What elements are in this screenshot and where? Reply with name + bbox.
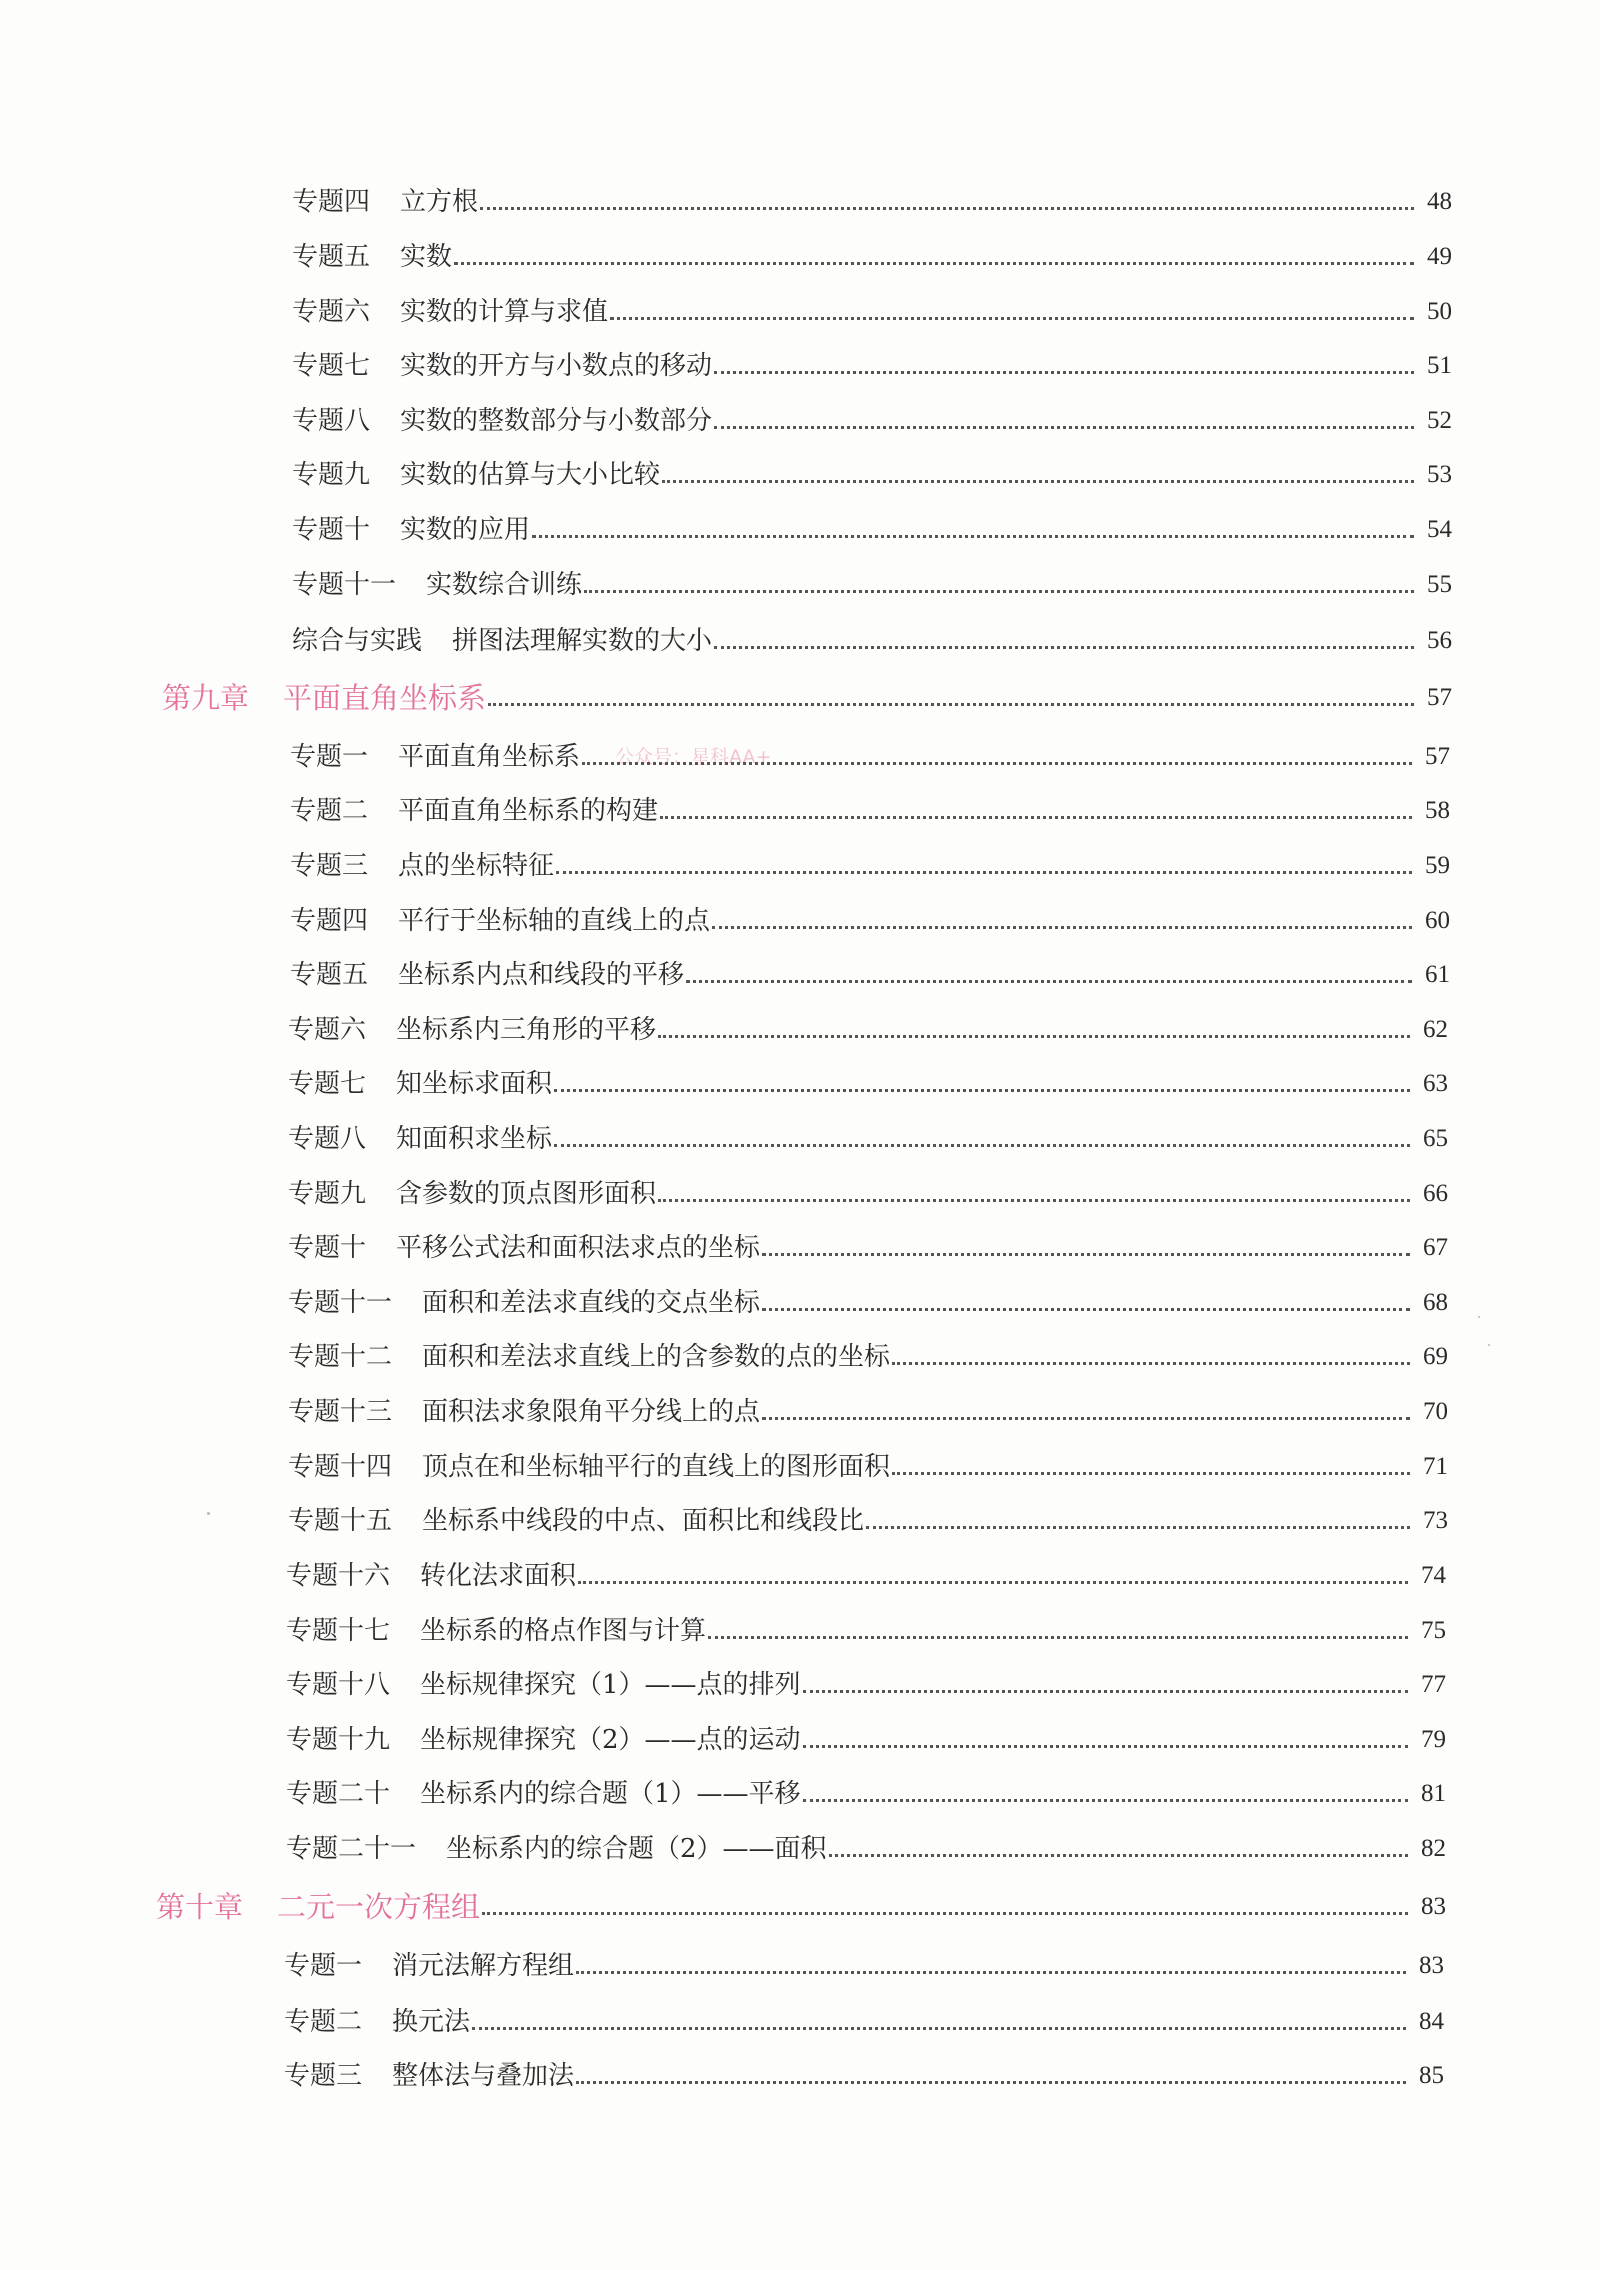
page-number: 82: [1421, 1835, 1446, 1862]
page-number: 60: [1425, 907, 1450, 934]
toc-entry: [284, 2052, 1444, 2092]
page-number: 84: [1419, 2008, 1444, 2035]
topic-title: 知坐标求面积: [396, 1069, 553, 1099]
toc-entry: [288, 1115, 1448, 1155]
page-number: 81: [1421, 1780, 1446, 1807]
dot-leader: [892, 1472, 1410, 1475]
page-number: 67: [1423, 1234, 1448, 1261]
toc-entry: [292, 506, 1452, 546]
topic-title: 知面积求坐标: [396, 1124, 553, 1154]
dot-leader: [576, 1971, 1406, 1974]
topic-title: 面积和差法求直线的交点坐标: [422, 1288, 761, 1318]
page-number: 56: [1427, 627, 1452, 654]
page-number: 71: [1423, 1453, 1448, 1480]
topic-number: 专题五: [292, 242, 371, 272]
topic-number: 综合与实践: [292, 626, 423, 656]
topic-title: 坐标系内的综合题（2）——面积: [446, 1834, 827, 1864]
topic-number: 专题八: [292, 406, 371, 436]
dot-leader: [829, 1854, 1408, 1857]
topic-title: 实数的估算与大小比较: [400, 460, 661, 490]
topic-number: 专题十四: [288, 1452, 393, 1482]
page-number: 68: [1423, 1289, 1448, 1316]
topic-number: 专题八: [288, 1124, 367, 1154]
dot-leader: [803, 1745, 1408, 1748]
topic-title: 整体法与叠加法: [392, 2061, 575, 2091]
dot-leader: [582, 762, 1412, 765]
topic-number: 专题二: [284, 2007, 363, 2037]
topic-title: 实数: [400, 242, 453, 272]
chapter-number: 第九章: [162, 681, 250, 715]
topic-number: 专题十二: [288, 1342, 393, 1372]
topic-title: 坐标系内的综合题（1）——平移: [420, 1779, 801, 1809]
topic-title: 面积和差法求直线上的含参数的点的坐标: [422, 1342, 891, 1372]
topic-number: 专题七: [288, 1069, 367, 1099]
topic-title: 实数综合训练: [426, 570, 583, 600]
dot-leader: [660, 816, 1412, 819]
page-number: 50: [1427, 298, 1452, 325]
topic-number: 专题十九: [286, 1725, 391, 1755]
dot-leader: [576, 2081, 1406, 2084]
topic-number: 专题六: [288, 1015, 367, 1045]
page-number: 63: [1423, 1070, 1448, 1097]
topic-title: 立方根: [400, 187, 479, 217]
topic-number: 专题十: [288, 1233, 367, 1263]
topic-number: 专题二十: [286, 1779, 391, 1809]
toc-entry: [286, 1607, 1446, 1647]
page-number: 59: [1425, 852, 1450, 879]
page-number: 70: [1423, 1398, 1448, 1425]
dot-leader: [554, 1144, 1410, 1147]
toc-entry: [286, 1825, 1446, 1865]
toc-entry: [292, 233, 1452, 273]
toc-entry: [290, 951, 1450, 991]
page-number: 51: [1427, 352, 1452, 379]
toc-entry: [292, 451, 1452, 491]
dot-leader: [762, 1253, 1410, 1256]
chapter-title: 平面直角坐标系: [283, 681, 487, 715]
topic-title: 平面直角坐标系: [398, 742, 581, 772]
page-number: 66: [1423, 1180, 1448, 1207]
toc-entry: [290, 787, 1450, 827]
topic-number: 专题十七: [286, 1616, 391, 1646]
toc-entry: [290, 842, 1450, 882]
topic-number: 专题二: [290, 796, 369, 826]
dot-leader: [803, 1690, 1408, 1693]
page-number: 74: [1421, 1562, 1446, 1589]
page-number: 73: [1423, 1507, 1448, 1534]
page-number: 53: [1427, 461, 1452, 488]
topic-title: 顶点在和坐标轴平行的直线上的图形面积: [422, 1452, 891, 1482]
topic-title: 坐标系内点和线段的平移: [398, 960, 685, 990]
topic-title: 转化法求面积: [420, 1561, 577, 1591]
page-number: 48: [1427, 188, 1452, 215]
toc-entry: [292, 617, 1452, 657]
topic-number: 专题一: [290, 742, 369, 772]
page-number: 83: [1421, 1893, 1446, 1920]
dot-leader: [658, 1199, 1410, 1202]
dot-leader: [762, 1308, 1410, 1311]
topic-number: 专题十三: [288, 1397, 393, 1427]
topic-number: 专题十五: [288, 1506, 393, 1536]
dot-leader: [472, 2027, 1406, 2030]
toc-chapter-entry: [162, 674, 1452, 714]
topic-title: 点的坐标特征: [398, 851, 555, 881]
dot-leader: [658, 1035, 1410, 1038]
topic-number: 专题十一: [288, 1288, 393, 1318]
topic-number: 专题五: [290, 960, 369, 990]
page-number: 57: [1427, 684, 1452, 711]
toc-entry: [292, 288, 1452, 328]
toc-entry: [284, 1998, 1444, 2038]
dot-leader: [803, 1799, 1408, 1802]
page-speck: [1478, 1316, 1480, 1318]
dot-leader: [482, 1912, 1408, 1915]
page-number: 52: [1427, 407, 1452, 434]
toc-entry: [292, 178, 1452, 218]
topic-number: 专题九: [288, 1179, 367, 1209]
topic-title: 坐标规律探究（1）——点的排列: [420, 1670, 801, 1700]
topic-title: 坐标规律探究（2）——点的运动: [420, 1725, 801, 1755]
toc-entry: [288, 1279, 1448, 1319]
toc-entry: [286, 1716, 1446, 1756]
toc-entry: [288, 1170, 1448, 1210]
topic-number: 专题三: [290, 851, 369, 881]
dot-leader: [686, 980, 1412, 983]
topic-title: 含参数的顶点图形面积: [396, 1179, 657, 1209]
toc-entry: [288, 1497, 1448, 1537]
dot-leader: [584, 590, 1414, 593]
dot-leader: [892, 1362, 1410, 1365]
topic-title: 消元法解方程组: [392, 1951, 575, 1981]
topic-number: 专题七: [292, 351, 371, 381]
topic-title: 坐标系内三角形的平移: [396, 1015, 657, 1045]
topic-title: 实数的应用: [400, 515, 531, 545]
dot-leader: [866, 1526, 1410, 1529]
dot-leader: [610, 317, 1414, 320]
dot-leader: [708, 1636, 1408, 1639]
toc-entry: [292, 561, 1452, 601]
toc-entry: [288, 1006, 1448, 1046]
page-number: 79: [1421, 1726, 1446, 1753]
page-number: 75: [1421, 1617, 1446, 1644]
dot-leader: [662, 480, 1414, 483]
toc-entry: [288, 1224, 1448, 1264]
toc-entry: [286, 1770, 1446, 1810]
page-number: 49: [1427, 243, 1452, 270]
topic-number: 专题六: [292, 297, 371, 327]
page-number: 62: [1423, 1016, 1448, 1043]
topic-title: 实数的开方与小数点的移动: [400, 351, 713, 381]
page-number: 57: [1425, 743, 1450, 770]
topic-title: 坐标系中线段的中点、面积比和线段比: [422, 1506, 865, 1536]
watermark: 公众号：星科AA+: [615, 746, 772, 768]
toc-entry: [286, 1552, 1446, 1592]
topic-number: 专题一: [284, 1951, 363, 1981]
dot-leader: [712, 926, 1412, 929]
dot-leader: [454, 262, 1414, 265]
page-speck: [1488, 1344, 1490, 1346]
dot-leader: [556, 871, 1412, 874]
topic-title: 实数的计算与求值: [400, 297, 609, 327]
dot-leader: [480, 207, 1414, 210]
page-speck: [207, 1512, 210, 1515]
dot-leader: [714, 646, 1414, 649]
topic-title: 坐标系的格点作图与计算: [420, 1616, 707, 1646]
toc-entry: [290, 733, 1450, 773]
topic-title: 平移公式法和面积法求点的坐标: [396, 1233, 761, 1263]
topic-number: 专题四: [292, 187, 371, 217]
topic-number: 专题二十一: [286, 1834, 417, 1864]
toc-entry: [288, 1388, 1448, 1428]
page-number: 61: [1425, 961, 1450, 988]
page-number: 55: [1427, 571, 1452, 598]
topic-title: 实数的整数部分与小数部分: [400, 406, 713, 436]
topic-number: 专题九: [292, 460, 371, 490]
topic-number: 专题三: [284, 2061, 363, 2091]
toc-entry: [286, 1661, 1446, 1701]
page-number: 58: [1425, 797, 1450, 824]
chapter-number: 第十章: [156, 1890, 244, 1924]
dot-leader: [532, 535, 1414, 538]
dot-leader: [762, 1417, 1410, 1420]
toc-entry: [288, 1333, 1448, 1373]
topic-title: 拼图法理解实数的大小: [452, 626, 713, 656]
toc-entry: [288, 1443, 1448, 1483]
toc-entry: [288, 1060, 1448, 1100]
toc-entry: [292, 342, 1452, 382]
topic-number: 专题十一: [292, 570, 397, 600]
topic-number: 专题十六: [286, 1561, 391, 1591]
dot-leader: [714, 426, 1414, 429]
dot-leader: [714, 371, 1414, 374]
page-number: 85: [1419, 2062, 1444, 2089]
toc-entry: [290, 897, 1450, 937]
topic-title: 平行于坐标轴的直线上的点: [398, 906, 711, 936]
dot-leader: [488, 703, 1414, 706]
dot-leader: [554, 1089, 1410, 1092]
page-number: 65: [1423, 1125, 1448, 1152]
toc-chapter-entry: [156, 1883, 1446, 1923]
page-number: 54: [1427, 516, 1452, 543]
page-number: 83: [1419, 1952, 1444, 1979]
topic-number: 专题十八: [286, 1670, 391, 1700]
toc-entry: [284, 1942, 1444, 1982]
topic-number: 专题十: [292, 515, 371, 545]
toc-entry: [292, 397, 1452, 437]
topic-title: 平面直角坐标系的构建: [398, 796, 659, 826]
page-number: 77: [1421, 1671, 1446, 1698]
page-number: 69: [1423, 1343, 1448, 1370]
dot-leader: [578, 1581, 1408, 1584]
chapter-title: 二元一次方程组: [277, 1890, 481, 1924]
topic-title: 面积法求象限角平分线上的点: [422, 1397, 761, 1427]
topic-number: 专题四: [290, 906, 369, 936]
topic-title: 换元法: [392, 2007, 471, 2037]
